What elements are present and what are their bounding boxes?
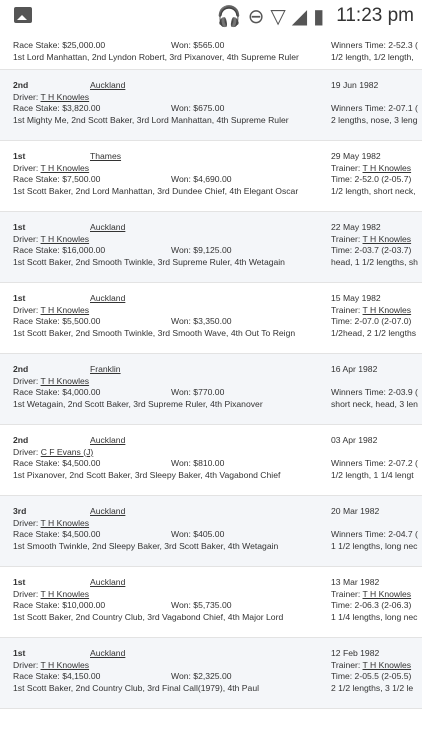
race-row[interactable] (0, 141, 422, 212)
track-link[interactable]: Thames (90, 151, 122, 161)
race-result: 1st Smooth Twinkle, 2nd Sleepy Baker, 3rd Scott Baker, 4th Wetagain (13, 540, 279, 551)
race-row[interactable] (0, 34, 422, 70)
margins: 1 1/2 lengths, long nec (331, 540, 418, 551)
margins: 1/2 length, short neck, (331, 185, 416, 196)
signal-icon: ◢ (291, 4, 308, 28)
race-details (13, 364, 323, 410)
race-date: 19 Jun 1982 (331, 80, 379, 90)
race-times (331, 293, 422, 339)
race-details (13, 506, 323, 552)
driver-label: Driver: (13, 517, 39, 528)
trainer-link[interactable]: T H Knowles (362, 162, 412, 173)
race-result: 1st Scott Baker, 2nd Country Club, 3rd Final Call(1979), 4th Paul (13, 682, 260, 693)
race-details (13, 40, 323, 63)
margins: 1/2 length, 1 1/4 lengt (331, 469, 414, 480)
race-details (13, 435, 323, 481)
driver-label: Driver: (13, 588, 39, 599)
amount-won: Won: $4,690.00 (171, 174, 232, 185)
placing: 1st (13, 293, 26, 303)
amount-won: Won: $565.00 (171, 40, 225, 50)
race-details (13, 648, 323, 694)
trainer-link[interactable]: T H Knowles (362, 304, 412, 315)
wifi-icon: ▽ (270, 4, 286, 28)
driver-link[interactable]: T H Knowles (40, 588, 90, 599)
race-details (13, 151, 323, 197)
track-link[interactable]: Auckland (90, 222, 126, 232)
trainer-label: Trainer: (331, 162, 361, 173)
race-details (13, 577, 323, 623)
race-date: 16 Apr 1982 (331, 364, 378, 374)
placing: 1st (13, 648, 26, 658)
placing: 1st (13, 577, 26, 587)
trainer-label: Trainer: (331, 588, 361, 599)
race-result: 1st Lord Manhattan, 2nd Lyndon Robert, 3rd Pixanover, 4th Supreme Ruler (13, 51, 299, 62)
placing: 1st (13, 222, 26, 232)
race-row[interactable] (0, 354, 422, 425)
race-times (331, 648, 422, 694)
margins: 1/2 length, 1/2 length, (331, 51, 414, 62)
driver-link[interactable]: T H Knowles (40, 304, 90, 315)
track-link[interactable]: Auckland (90, 577, 126, 587)
race-result: 1st Scott Baker, 2nd Lord Manhattan, 3rd Dundee Chief, 4th Elegant Oscar (13, 185, 299, 196)
placing: 3rd (13, 506, 27, 516)
race-times (331, 151, 422, 197)
margins: 2 lengths, nose, 3 leng (331, 114, 418, 125)
track-link[interactable]: Auckland (90, 293, 126, 303)
race-date: 12 Feb 1982 (331, 648, 380, 658)
race-details (13, 293, 323, 339)
race-row[interactable] (0, 567, 422, 638)
race-stake: Race Stake: $5,500.00 (13, 316, 101, 327)
amount-won: Won: $3,350.00 (171, 316, 232, 327)
trainer-label: Trainer: (331, 233, 361, 244)
race-time: Time: 2-52.0 (2-05.7) (331, 174, 412, 185)
race-result: 1st Pixanover, 2nd Scott Baker, 3rd Sleepy Baker, 4th Vagabond Chief (13, 469, 281, 480)
race-times (331, 40, 422, 63)
do-not-disturb-icon: ⊖ (247, 4, 265, 28)
trainer-link[interactable]: T H Knowles (362, 659, 412, 670)
race-row[interactable] (0, 212, 422, 283)
race-stake: Race Stake: $25,000.00 (13, 40, 106, 50)
winning-time: Winners Time: 2-52.3 ( (331, 40, 418, 50)
race-row[interactable] (0, 283, 422, 354)
placing: 2nd (13, 80, 29, 90)
race-result: 1st Scott Baker, 2nd Smooth Twinkle, 3rd Supreme Ruler, 4th Wetagain (13, 256, 285, 267)
race-times (331, 577, 422, 623)
driver-label: Driver: (13, 91, 39, 102)
race-time: Time: 2-07.0 (2-07.0) (331, 316, 412, 327)
race-times (331, 80, 422, 126)
race-stake: Race Stake: $3,820.00 (13, 103, 101, 114)
track-link[interactable]: Auckland (90, 648, 126, 658)
driver-label: Driver: (13, 162, 39, 173)
driver-link[interactable]: C F Evans (J) (40, 446, 94, 457)
margins: 2 1/2 lengths, 3 1/2 le (331, 682, 414, 693)
race-stake: Race Stake: $7,500.00 (13, 174, 101, 185)
image-notification-icon (14, 7, 32, 23)
driver-link[interactable]: T H Knowles (40, 233, 90, 244)
driver-label: Driver: (13, 375, 39, 386)
race-date: 15 May 1982 (331, 293, 381, 303)
race-result: 1st Scott Baker, 2nd Smooth Twinkle, 3rd Smooth Wave, 4th Out To Reign (13, 327, 296, 338)
driver-label: Driver: (13, 304, 39, 315)
winning-time: Winners Time: 2-03.9 ( (331, 387, 418, 398)
winning-time: Winners Time: 2-04.7 ( (331, 529, 418, 540)
race-time: Time: 2-05.5 (2-05.5) (331, 671, 412, 682)
race-time: Time: 2-03.7 (2-03.7) (331, 245, 412, 256)
driver-link[interactable]: T H Knowles (40, 162, 90, 173)
clock: 11:23 pm (336, 5, 414, 26)
race-result: 1st Scott Baker, 2nd Country Club, 3rd Vagabond Chief, 4th Major Lord (13, 611, 284, 622)
amount-won: Won: $9,125.00 (171, 245, 232, 256)
winning-time: Winners Time: 2-07.2 ( (331, 458, 418, 469)
battery-icon: ▮ (313, 4, 325, 28)
race-stake: Race Stake: $16,000.00 (13, 245, 106, 256)
race-times (331, 364, 422, 410)
race-times (331, 435, 422, 481)
track-link[interactable]: Franklin (90, 364, 121, 374)
driver-label: Driver: (13, 233, 39, 244)
race-details (13, 80, 323, 126)
trainer-link[interactable]: T H Knowles (362, 588, 412, 599)
race-row[interactable] (0, 496, 422, 567)
race-times (331, 506, 422, 552)
amount-won: Won: $405.00 (171, 529, 225, 540)
race-row[interactable] (0, 70, 422, 141)
track-link[interactable]: Auckland (90, 435, 126, 445)
race-stake: Race Stake: $4,500.00 (13, 529, 101, 540)
winning-time: Winners Time: 2-07.1 ( (331, 103, 418, 114)
driver-label: Driver: (13, 446, 39, 457)
race-stake: Race Stake: $4,000.00 (13, 387, 101, 398)
race-date: 20 Mar 1982 (331, 506, 380, 516)
race-date: 29 May 1982 (331, 151, 381, 161)
margins: 1 1/4 lengths, long nec (331, 611, 418, 622)
status-bar (0, 0, 422, 32)
amount-won: Won: $2,325.00 (171, 671, 232, 682)
margins: head, 1 1/2 lengths, sh (331, 256, 418, 267)
race-details (13, 222, 323, 268)
placing: 2nd (13, 364, 29, 374)
amount-won: Won: $770.00 (171, 387, 225, 398)
race-stake: Race Stake: $4,500.00 (13, 458, 101, 469)
amount-won: Won: $5,735.00 (171, 600, 232, 611)
trainer-label: Trainer: (331, 304, 361, 315)
driver-link[interactable]: T H Knowles (40, 91, 90, 102)
race-date: 03 Apr 1982 (331, 435, 378, 445)
race-date: 22 May 1982 (331, 222, 381, 232)
trainer-label: Trainer: (331, 659, 361, 670)
driver-label: Driver: (13, 659, 39, 670)
race-stake: Race Stake: $4,150.00 (13, 671, 101, 682)
driver-link[interactable]: T H Knowles (40, 375, 90, 386)
track-link[interactable]: Auckland (90, 80, 126, 90)
amount-won: Won: $810.00 (171, 458, 225, 469)
trainer-link[interactable]: T H Knowles (362, 233, 412, 244)
track-link[interactable]: Auckland (90, 506, 126, 516)
driver-link[interactable]: T H Knowles (40, 659, 90, 670)
race-row[interactable] (0, 638, 422, 709)
driver-link[interactable]: T H Knowles (40, 517, 90, 528)
race-result: 1st Wetagain, 2nd Scott Baker, 3rd Supreme Ruler, 4th Pixanover (13, 398, 263, 409)
race-date: 13 Mar 1982 (331, 577, 380, 587)
placing: 2nd (13, 435, 29, 445)
amount-won: Won: $675.00 (171, 103, 225, 114)
headphones-icon: 🎧 (216, 4, 242, 28)
margins: short neck, head, 3 len (331, 398, 418, 409)
race-time: Time: 2-06.3 (2-06.3) (331, 600, 412, 611)
race-stake: Race Stake: $10,000.00 (13, 600, 106, 611)
race-result: 1st Mighty Me, 2nd Scott Baker, 3rd Lord Manhattan, 4th Supreme Ruler (13, 114, 289, 125)
race-history-list (0, 34, 422, 709)
race-times (331, 222, 422, 268)
race-row[interactable] (0, 425, 422, 496)
margins: 1/2head, 2 1/2 lengths (331, 327, 417, 338)
placing: 1st (13, 151, 26, 161)
status-icons (217, 3, 414, 29)
